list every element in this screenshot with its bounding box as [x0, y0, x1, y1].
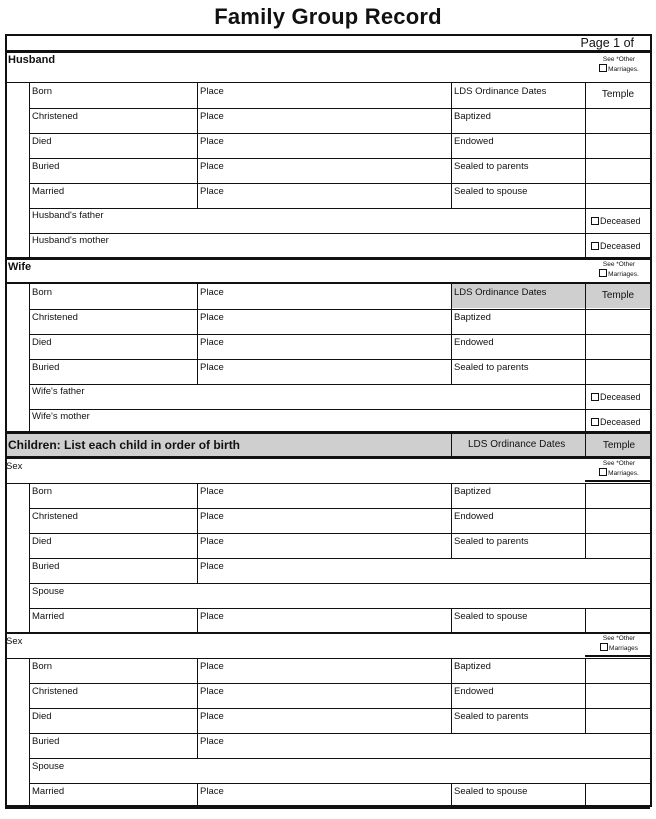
wife-mother-label: Wife's mother	[32, 411, 90, 422]
husband-row-married-label: Married	[32, 186, 65, 197]
child-1-married-place-label: Place	[200, 611, 224, 622]
child-2-married-field[interactable]	[29, 783, 451, 808]
child-1-spouse-label: Spouse	[32, 586, 65, 597]
child-2-name-field[interactable]	[7, 634, 585, 658]
husband-married-place-field[interactable]	[197, 183, 451, 208]
child-1-see-other-marriages[interactable]: See *Other Marriages.	[586, 460, 652, 478]
child-1-buried-field[interactable]	[29, 558, 451, 583]
checkbox-icon[interactable]	[599, 269, 607, 277]
husband-mother-field[interactable]	[29, 233, 585, 258]
husband-temple-label: Temple	[601, 89, 635, 100]
child-1-died-lds-label: Sealed to parents	[454, 536, 529, 547]
husband-born-date-field[interactable]	[29, 83, 197, 108]
wife-born-place-field[interactable]	[197, 284, 451, 309]
wife-born-date-field[interactable]	[29, 284, 197, 309]
checkbox-icon[interactable]	[591, 418, 599, 426]
child-2-born-lds-label: Baptized	[454, 661, 491, 672]
child-1-christened-place-label: Place	[200, 511, 224, 522]
child-2-buried-place-label: Place	[200, 736, 224, 747]
child-2-christened-lds-label: Endowed	[454, 686, 494, 697]
husband-christened-place-field[interactable]	[197, 108, 451, 133]
child-2-buried-label: Buried	[32, 736, 60, 747]
husband-row-born-lds-label: LDS Ordinance Dates	[454, 86, 547, 97]
husband-section-label: Husband	[8, 54, 56, 66]
husband-married-date-field[interactable]	[29, 183, 197, 208]
child-2-spouse-label: Spouse	[32, 761, 65, 772]
child-2-sex-label: Sex	[6, 636, 23, 647]
husband-row-married-place-label: Place	[200, 186, 224, 197]
wife-row-died-lds-label: Endowed	[454, 337, 494, 348]
husband-row-born-label: Born	[32, 86, 53, 97]
child-2-buried-field[interactable]	[29, 733, 451, 758]
child-1-name-field[interactable]	[7, 459, 585, 483]
checkbox-icon[interactable]	[591, 217, 599, 225]
child-1-christened-label: Christened	[32, 511, 78, 522]
children-temple-label: Temple	[602, 440, 636, 451]
husband-row-christened-label: Christened	[32, 111, 78, 122]
husband-buried-date-field[interactable]	[29, 158, 197, 183]
children-section-label: Children: List each child in order of birth	[8, 438, 241, 452]
wife-father-label: Wife's father	[32, 386, 85, 397]
child-2-married-lds-label: Sealed to spouse	[454, 786, 528, 797]
husband-row-christened-lds-label: Baptized	[454, 111, 491, 122]
child-1-born-place-label: Place	[200, 486, 224, 497]
wife-father-deceased-checkbox[interactable]: Deceased	[591, 392, 641, 402]
husband-buried-place-field[interactable]	[197, 158, 451, 183]
child-2-married-label: Married	[32, 786, 65, 797]
wife-row-died-label: Died	[32, 337, 52, 348]
child-1-born-field[interactable]	[29, 483, 451, 508]
child-2-married-place-label: Place	[200, 786, 224, 797]
child-1-born-lds-label: Baptized	[454, 486, 491, 497]
wife-christened-place-field[interactable]	[197, 309, 451, 334]
checkbox-icon[interactable]	[599, 468, 607, 476]
wife-row-christened-label: Christened	[32, 312, 78, 323]
wife-row-born-label: Born	[32, 287, 53, 298]
wife-died-date-field[interactable]	[29, 334, 197, 359]
wife-row-died-place-label: Place	[200, 337, 224, 348]
husband-born-place-field[interactable]	[197, 83, 451, 108]
husband-father-label: Husband's father	[32, 210, 104, 221]
husband-christened-date-field[interactable]	[29, 108, 197, 133]
child-1-buried-label: Buried	[32, 561, 60, 572]
husband-row-died-label: Died	[32, 136, 52, 147]
husband-row-buried-lds-label: Sealed to parents	[454, 161, 529, 172]
wife-row-buried-label: Buried	[32, 362, 60, 373]
child-1-born-label: Born	[32, 486, 53, 497]
husband-row-buried-place-label: Place	[200, 161, 224, 172]
husband-father-deceased-checkbox[interactable]: Deceased	[591, 216, 641, 226]
page-number-label: Page 1 of	[580, 36, 634, 50]
children-lds-label: LDS Ordinance Dates	[468, 439, 566, 450]
husband-row-died-lds-label: Endowed	[454, 136, 494, 147]
child-1-buried-place-label: Place	[200, 561, 224, 572]
wife-died-place-field[interactable]	[197, 334, 451, 359]
checkbox-icon[interactable]	[591, 393, 599, 401]
husband-father-field[interactable]	[29, 208, 585, 233]
child-2-born-field[interactable]	[29, 658, 451, 683]
husband-row-died-place-label: Place	[200, 136, 224, 147]
child-2-christened-place-label: Place	[200, 686, 224, 697]
child-1-married-field[interactable]	[29, 608, 451, 633]
form-title: Family Group Record	[214, 4, 442, 29]
checkbox-icon[interactable]	[591, 242, 599, 250]
child-1-died-field[interactable]	[29, 533, 451, 558]
wife-buried-date-field[interactable]	[29, 359, 197, 384]
wife-row-buried-place-label: Place	[200, 362, 224, 373]
wife-mother-deceased-checkbox[interactable]: Deceased	[591, 417, 641, 427]
husband-mother-deceased-checkbox[interactable]: Deceased	[591, 241, 641, 251]
wife-row-born-lds-label: LDS Ordinance Dates	[454, 287, 547, 298]
wife-christened-date-field[interactable]	[29, 309, 197, 334]
checkbox-icon[interactable]	[600, 643, 608, 651]
wife-section-label: Wife	[8, 261, 32, 273]
child-1-died-place-label: Place	[200, 536, 224, 547]
wife-row-christened-place-label: Place	[200, 312, 224, 323]
child-2-christened-field[interactable]	[29, 683, 451, 708]
child-2-died-lds-label: Sealed to parents	[454, 711, 529, 722]
husband-see-other-marriages[interactable]: See *Other Marriages.	[586, 56, 652, 74]
wife-see-other-marriages[interactable]: See *Other Marriages.	[586, 261, 652, 279]
wife-buried-place-field[interactable]	[197, 359, 451, 384]
child-1-died-label: Died	[32, 536, 52, 547]
husband-row-buried-label: Buried	[32, 161, 60, 172]
wife-row-christened-lds-label: Baptized	[454, 312, 491, 323]
husband-died-date-field[interactable]	[29, 133, 197, 158]
wife-row-buried-lds-label: Sealed to parents	[454, 362, 529, 373]
husband-row-married-lds-label: Sealed to spouse	[454, 186, 528, 197]
husband-died-place-field[interactable]	[197, 133, 451, 158]
child-1-married-label: Married	[32, 611, 65, 622]
child-1-married-lds-label: Sealed to spouse	[454, 611, 528, 622]
child-2-died-field[interactable]	[29, 708, 451, 733]
child-2-born-label: Born	[32, 661, 53, 672]
husband-row-christened-place-label: Place	[200, 111, 224, 122]
child-1-christened-field[interactable]	[29, 508, 451, 533]
husband-row-born-place-label: Place	[200, 86, 224, 97]
child-1-christened-lds-label: Endowed	[454, 511, 494, 522]
child-1-spouse-field[interactable]	[29, 583, 451, 608]
child-1-sex-label: Sex	[6, 461, 23, 472]
husband-mother-label: Husband's mother	[32, 235, 109, 246]
wife-father-field[interactable]	[29, 384, 585, 409]
child-2-born-place-label: Place	[200, 661, 224, 672]
child-2-see-other-marriages[interactable]: See *Other Marriages	[586, 635, 652, 653]
child-2-spouse-field[interactable]	[29, 758, 451, 783]
wife-temple-label: Temple	[601, 290, 635, 301]
child-2-died-label: Died	[32, 711, 52, 722]
child-2-died-place-label: Place	[200, 711, 224, 722]
wife-row-born-place-label: Place	[200, 287, 224, 298]
child-2-christened-label: Christened	[32, 686, 78, 697]
checkbox-icon[interactable]	[599, 64, 607, 72]
